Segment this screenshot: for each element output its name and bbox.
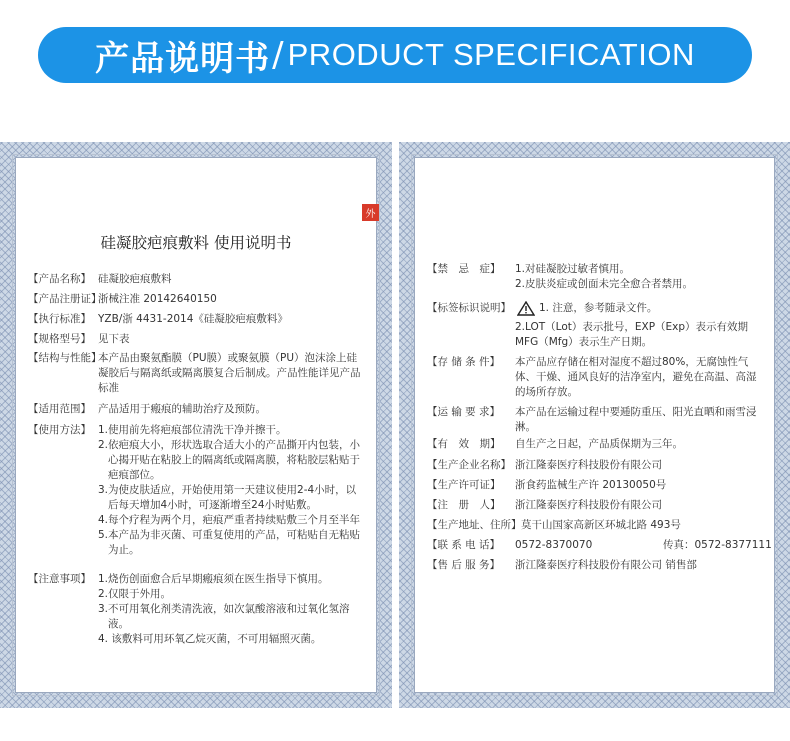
row-value: 1. 注意，参考随录文件。 2.LOT（Lot）表示批号，EXP（Exp）表示有效期 MFG（Mfg）表示生产日期。 bbox=[515, 302, 749, 348]
spec-row-after-sales bbox=[427, 558, 760, 573]
right-certificate-panel bbox=[399, 142, 790, 708]
row-label: 【适用范围】 bbox=[28, 403, 91, 415]
row-label: 【注意事项】 bbox=[28, 573, 91, 585]
banner-title-en: PRODUCT SPECIFICATION bbox=[287, 37, 695, 72]
row-value: 0572-8370070 传真：0572-8377111 bbox=[515, 539, 772, 551]
document-title: 硅凝胶疤痕敷料 使用说明书 bbox=[100, 234, 292, 252]
row-label: 【有 效 期】 bbox=[427, 438, 501, 450]
row-label: 【结构与性能】 bbox=[28, 352, 102, 364]
spec-row-standard bbox=[28, 312, 362, 327]
row-value: 产品适用于瘢痕的辅助治疗及预防。 bbox=[98, 403, 266, 415]
spec-row-storage bbox=[427, 355, 760, 400]
row-value: 浙江隆泰医疗科技股份有限公司 bbox=[515, 499, 662, 511]
row-value: 1.烧伤创面愈合后早期瘢痕须在医生指导下慎用。 2.仅限于外用。 3.不可用氧化剂类清洗液，如次氯酸溶液和过氧化氢溶液。 4. 该敷料可用环氧乙烷灭菌，不可用辐照灭菌。 bbox=[98, 573, 350, 645]
banner-separator: / bbox=[272, 35, 284, 75]
row-label: 【生产地址、住所】 bbox=[427, 519, 522, 531]
banner-title-cn: 产品说明书 bbox=[95, 38, 271, 79]
spec-row-registrant bbox=[427, 498, 760, 513]
row-label: 【标签标识说明】 bbox=[427, 302, 511, 314]
left-panel-content bbox=[15, 157, 377, 693]
row-value: 硅凝胶疤痕敷料 bbox=[98, 273, 172, 285]
row-label: 【生产许可证】 bbox=[427, 479, 501, 491]
fax-number: 传真：0572-8377111 bbox=[663, 539, 772, 551]
spec-row-registration bbox=[28, 292, 362, 307]
spec-row-structure bbox=[28, 351, 362, 396]
row-label: 【运 输 要 求】 bbox=[427, 406, 501, 418]
spec-row-scope bbox=[28, 402, 362, 417]
row-label: 【执行标准】 bbox=[28, 313, 91, 325]
spec-row-product-name bbox=[28, 272, 362, 287]
row-label: 【售 后 服 务】 bbox=[427, 559, 501, 571]
row-label: 【产品名称】 bbox=[28, 273, 91, 285]
spec-row-model bbox=[28, 332, 362, 347]
left-certificate-panel bbox=[0, 142, 392, 708]
spec-row-manufacturer bbox=[427, 458, 760, 473]
spec-row-usage bbox=[28, 423, 362, 558]
spec-row-phone bbox=[427, 538, 772, 553]
row-value: 见下表 bbox=[98, 333, 130, 345]
row-label: 【存 储 条 件】 bbox=[427, 356, 501, 368]
row-value: 本产品应存储在相对湿度不超过80%，无腐蚀性气体、干燥、通风良好的洁净室内，避免在高温、高湿的场所存放。 bbox=[515, 356, 757, 398]
row-value: 浙食药监械生产许 20130050号 bbox=[515, 479, 667, 491]
row-label: 【注 册 人】 bbox=[427, 499, 501, 511]
row-label: 【联 系 电 话】 bbox=[427, 539, 501, 551]
spec-row-validity bbox=[427, 437, 760, 452]
header-banner bbox=[38, 27, 752, 83]
row-label: 【生产企业名称】 bbox=[427, 459, 511, 471]
row-value: 自生产之日起，产品质保期为三年。 bbox=[515, 438, 683, 450]
row-value: 1.使用前先将疤痕部位清洗干净并擦干。 2.依疤痕大小，形状选取合适大小的产品撕开内包装，小心揭开贴在粘胶上的隔离纸或隔离膜，将粘胶层粘贴于疤痕部位。 3.为使皮肤适应，开始使用第一天建议使用2-4小时，以后每天增加4小时，可逐渐增至24小时贴敷。 4.每个疗程为两个月，疤痕严重者持续贴敷三个月至半年 5.本产品为非灭菌、可重复使用的产品，可粘贴自无粘贴为止。 bbox=[98, 424, 361, 556]
row-label: 【禁 忌 症】 bbox=[427, 263, 501, 275]
row-value: 浙械注准 20142640150 bbox=[98, 293, 217, 305]
row-label: 【使用方法】 bbox=[28, 424, 91, 436]
row-value: 本产品在运输过程中要逓防重压、阳光直晒和雨雪浸淋。 bbox=[515, 406, 757, 433]
row-value: 浙江隆泰医疗科技股份有限公司 bbox=[515, 459, 662, 471]
row-value: 浙江隆泰医疗科技股份有限公司 销售部 bbox=[515, 559, 697, 571]
spec-row-production-license bbox=[427, 478, 760, 493]
spec-row-transport bbox=[427, 405, 760, 435]
row-value: YZB/浙 4431-2014《硅凝胶疤痕敷料》 bbox=[98, 313, 288, 325]
warning-triangle-icon bbox=[517, 301, 535, 316]
spec-row-address bbox=[427, 518, 760, 533]
external-use-badge: 外 bbox=[362, 204, 379, 221]
right-panel-content bbox=[414, 157, 775, 693]
spec-row-label-symbols bbox=[427, 301, 760, 350]
row-value: 本产品由聚氨酯膜（PU膜）或聚氨膜（PU）泡沫涂上硅凝胶后与隔离纸或隔离膜复合后制成。产品性能详见产品标准 bbox=[98, 352, 361, 394]
row-label: 【规格型号】 bbox=[28, 333, 91, 345]
row-label: 【产品注册证】 bbox=[28, 293, 102, 305]
spec-row-precautions bbox=[28, 572, 362, 647]
row-value: 莫干山国家高新区环城北路 493号 bbox=[521, 519, 681, 531]
spec-row-contraindications bbox=[427, 262, 760, 292]
row-value: 1.对硅凝胶过敏者慎用。 2.皮肤炎症或创面未完全愈合者禁用。 bbox=[515, 263, 694, 290]
